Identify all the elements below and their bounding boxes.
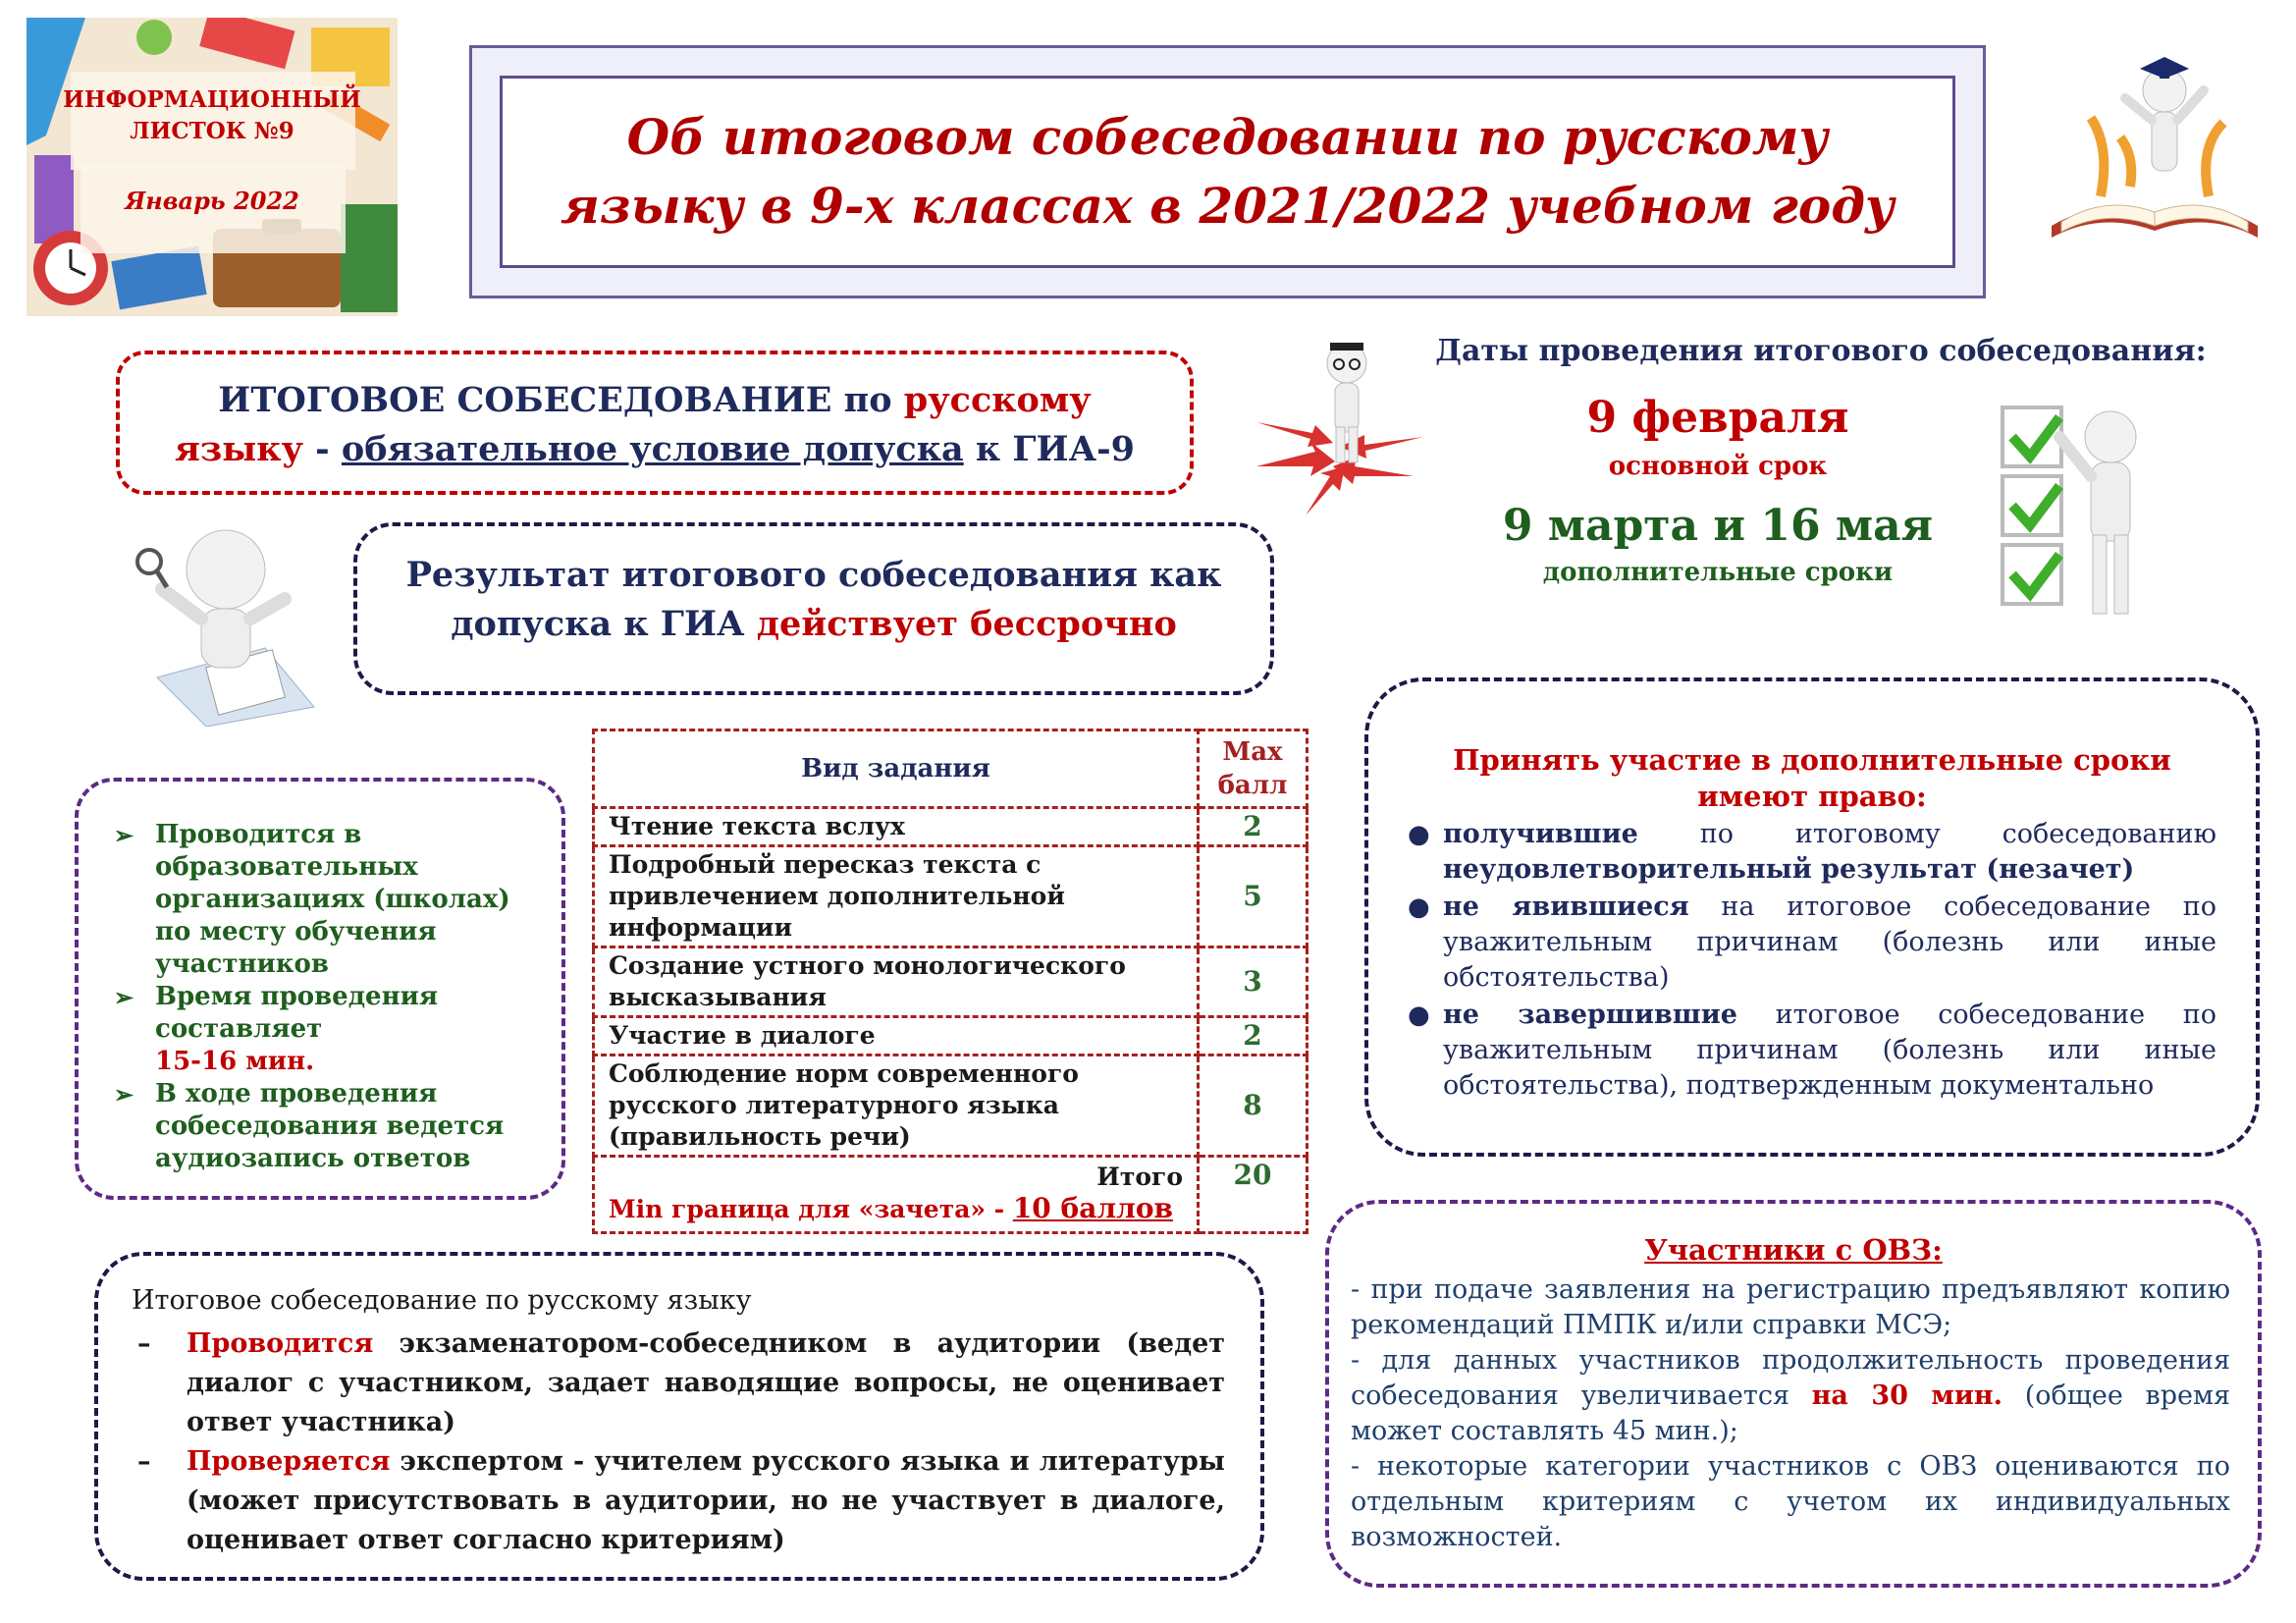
process-box (94, 1252, 1264, 1581)
mandatory-text-language: языку (175, 429, 303, 469)
conduct-item: ➢ Время проведения составляет 15-16 мин. (114, 982, 439, 1076)
dash-bullet-icon: – (137, 1446, 151, 1477)
bullet-icon: ● (1408, 820, 1430, 849)
table-row: Соблюдение норм современного русского литературного языка (правильность речи) 8 (594, 1055, 1308, 1157)
table-header-max: Max балл (1199, 730, 1308, 808)
checklist-figure-icon (1993, 398, 2169, 633)
result-text-2: допуска к ГИА (451, 604, 757, 644)
conduct-item: ➢ В ходе проведения собеседования ведется аудиозапись ответов (114, 1079, 505, 1173)
dash-bullet-icon: – (137, 1328, 151, 1359)
additional-heading: Принять участие в дополнительные сроки имеют право: (1453, 743, 2171, 813)
stationery-illustration (27, 18, 398, 316)
main-date-label: основной срок (1608, 452, 1828, 481)
badge-number: ЛИСТОК №9 (130, 118, 294, 144)
process-item: – Проводится экзаменатором-собеседником в аудитории (ведет диалог с участником, задает наводящие вопросы, не оценивает ответ участника) (132, 1325, 1225, 1442)
title-line-2: языку в 9-х классах в 2021/2022 учебном году (561, 177, 1895, 235)
result-box (353, 522, 1274, 695)
extra-dates: 9 марта и 16 мая (1502, 501, 1934, 551)
table-row: Создание устного монологического высказывания 3 (594, 947, 1308, 1017)
min-label: Min граница для «зачета» - (609, 1195, 1013, 1223)
ovz-paragraph-1: - при подаче заявления на регистрацию предъявляют копию рекомендаций ПМПК и/или справки МСЭ; (1351, 1274, 2230, 1340)
ovz-paragraph-3: - некоторые категории участников с ОВЗ оцениваются по отдельным критериям с учетом их индивидуальных возможностей. (1351, 1451, 2230, 1552)
table-row: Подробный пересказ текста с привлечением дополнительной информации 5 (594, 846, 1308, 947)
ovz-heading: Участники с ОВЗ: (1644, 1233, 1943, 1267)
result-text-1: Результат итогового собеседования как (405, 555, 1222, 595)
graduate-book-icon (2042, 29, 2268, 245)
process-item: – Проверяется экспертом - учителем русского языка и литературы (может присутствовать в аудитории, но не участвует в диалоге, оценивает ответ согласно критериям) (132, 1442, 1225, 1560)
min-value: 10 баллов (1012, 1192, 1173, 1224)
mandatory-text-dash: - (303, 429, 342, 469)
process-heading: Итоговое собеседование по русскому языку (132, 1285, 752, 1316)
arrow-bullet-icon: ➢ (114, 821, 134, 849)
additional-item: ● получившие по итоговому собеседованию неудовлетворительный результат (незачет) (1408, 819, 2216, 885)
main-date: 9 февраля (1586, 393, 1849, 443)
mandatory-text-gia: к ГИА-9 (963, 429, 1135, 469)
bullet-icon: ● (1408, 893, 1430, 922)
table-total-row (594, 1157, 1308, 1233)
bullet-icon: ● (1408, 1001, 1430, 1030)
title-frame (469, 45, 1986, 298)
arrow-bullet-icon: ➢ (114, 983, 134, 1011)
tasks-table (592, 729, 1308, 1234)
info-badge (27, 18, 398, 316)
extra-dates-label: дополнительные сроки (1542, 558, 1894, 587)
title-line-1: Об итоговом собеседовании по русскому (626, 108, 1829, 166)
table-header-row (594, 730, 1308, 808)
total-score: 20 (1199, 1157, 1308, 1233)
conduct-item: ➢ Проводится в образовательных организациях (школах) по месту обучения участников (114, 820, 510, 979)
thinking-figure-icon (118, 511, 324, 727)
mandatory-text-1: ИТОГОВОЕ СОБЕСЕДОВАНИЕ по (218, 380, 904, 420)
table-row: Чтение текста вслух 2 (594, 808, 1308, 846)
mandatory-text-condition: обязательное условие допуска (341, 429, 964, 469)
conduct-duration: 15-16 мин. (155, 1047, 315, 1076)
total-label: Итого (1096, 1163, 1183, 1191)
ovz-box (1325, 1200, 2262, 1588)
badge-title: ИНФОРМАЦИОННЫЙ (63, 86, 361, 113)
dates-heading: Даты проведения итогового собеседования: (1435, 334, 2207, 368)
additional-item: ● не явившиеся на итоговое собеседование по уважительным причинам (болезнь или иные обстоятельства) (1408, 892, 2216, 993)
result-text-indefinite: действует бессрочно (756, 604, 1177, 644)
table-row: Участие в диалоге 2 (594, 1017, 1308, 1055)
figure-arrows-icon (1237, 329, 1433, 525)
conduct-box (75, 778, 565, 1200)
badge-date: Январь 2022 (125, 187, 299, 215)
arrow-bullet-icon: ➢ (114, 1080, 134, 1109)
table-header-task: Вид задания (594, 730, 1199, 808)
additional-rights-box (1364, 677, 2260, 1157)
additional-item: ● не завершившие итоговое собеседование по уважительным причинам (болезнь или иные обстоятельства), подтвержденным документально (1408, 1000, 2216, 1101)
mandatory-text-russian: русскому (903, 380, 1092, 420)
ovz-paragraph-2: - для данных участников продолжительность проведения собеседования увеличивается на 30 мин. (общее время может составлять 45 мин.); (1351, 1345, 2230, 1446)
mandatory-box (116, 351, 1194, 495)
